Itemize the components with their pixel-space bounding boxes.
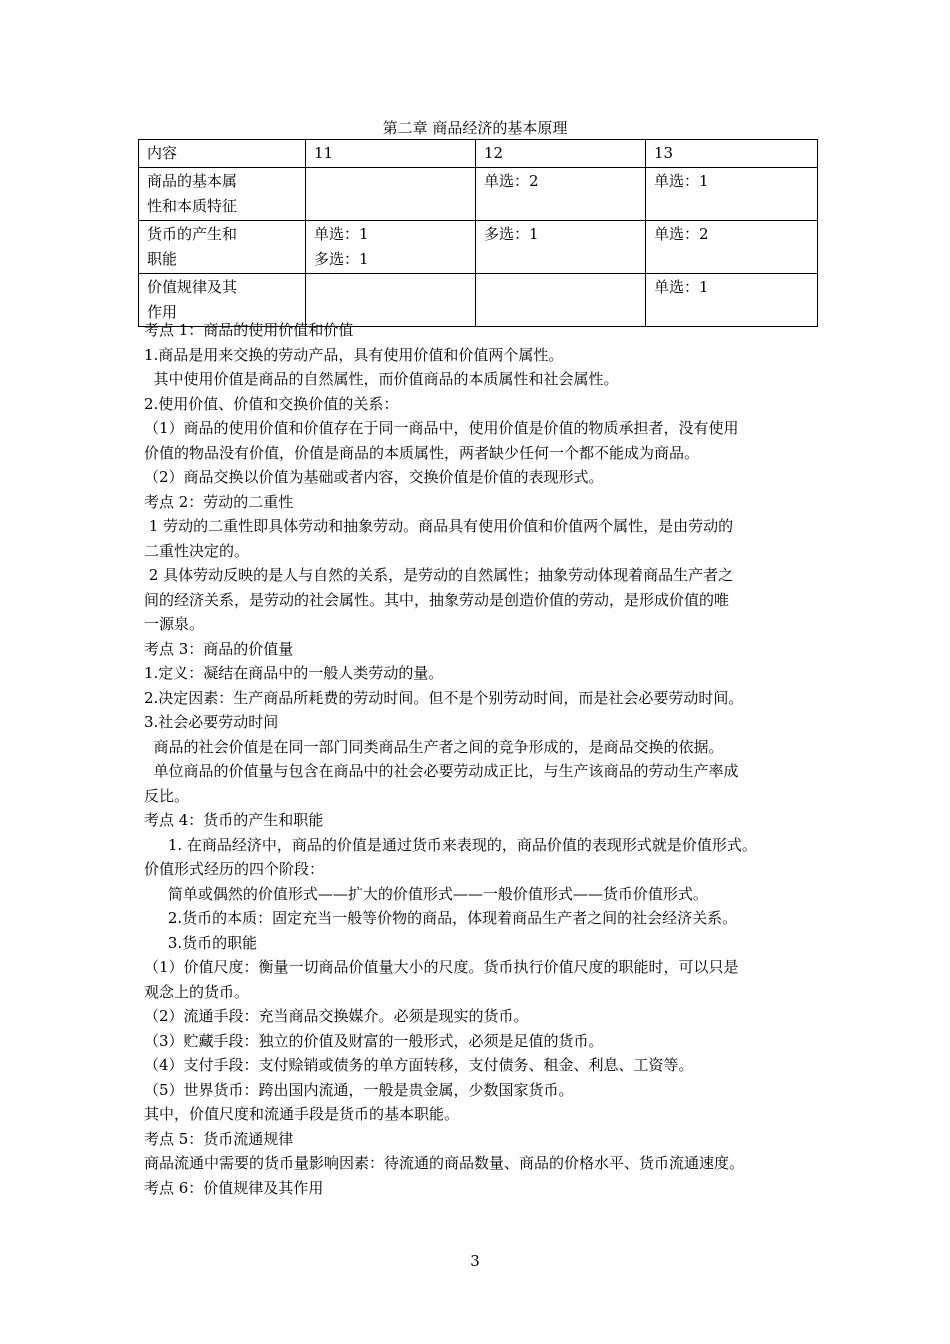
text-line: 观念上的货币。 [144,982,250,1001]
cell-line: 商品的基本属 [147,172,238,190]
table-row [139,168,818,221]
cell-line: 单选：1 [654,172,709,190]
cell-line: 作用 [147,303,178,321]
table-cell-content [139,168,306,221]
text-line: 价值形式经历的四个阶段： [144,860,325,878]
text-line: 间的经济关系，是劳动的社会属性。其中，抽象劳动是创造价值的劳动，是形成价值的唯 [144,590,730,609]
text-line: （2）流通手段：充当商品交换媒介。必须是现实的货币。 [144,1007,529,1025]
table-header-cell: 13 [646,140,818,168]
table-cell-13 [646,221,818,274]
table-cell-11 [306,168,476,221]
text-line: 商品流通中需要的货币量影响因素：待流通的商品数量、商品的价格水平、货币流通速度。 [144,1154,745,1172]
text-line: 考点 3：商品的价值量 [144,639,294,658]
text-line: 商品的社会价值是在同一部门同类商品生产者之间的竞争形成的，是商品交换的依据。 [144,737,724,756]
text-line: 考点 1：商品的使用价值和价值 [144,321,354,339]
cell-line: 职能 [147,250,178,268]
cell-line: 多选：1 [314,250,369,268]
text-line: 其中使用价值是商品的自然属性，而价值商品的本质属性和社会属性。 [144,370,619,388]
text-line: 二重性决定的。 [144,541,250,560]
text-line: 单位商品的价值量与包含在商品中的社会必要劳动成正比，与生产该商品的劳动生产率成 [144,762,739,780]
table-header-cell: 12 [476,140,646,168]
cell-line: 单选：1 [314,225,369,243]
text-line: 2.使用价值、价值和交换价值的关系： [144,394,399,413]
text-line: （3）贮藏手段：独立的价值及财富的一般形式，必须是足值的货币。 [144,1031,604,1050]
text-line: 价值的物品没有价值，价值是商品的本质属性，两者缺少任何一个都不能成为商品。 [144,443,700,462]
table-cell-12 [476,221,646,274]
text-line: （5）世界货币：跨出国内流通，一般是贵金属，少数国家货币。 [144,1080,574,1099]
text-line: （1）商品的使用价值和价值存在于同一商品中，使用价值是价值的物质承担者，没有使用 [144,419,739,437]
exam-points-table [138,139,818,327]
table-cell-12 [476,168,646,221]
text-line: （2）商品交换以价值为基础或者内容，交换价值是价值的表现形式。 [144,468,604,486]
table-cell-content [139,221,306,274]
text-line: 一源泉。 [144,615,205,633]
page-number: 3 [470,1252,480,1270]
table-cell-11 [306,221,476,274]
body-text [144,318,816,1200]
cell-line: 单选：2 [654,225,709,243]
table-row [139,221,818,274]
cell-line: 价值规律及其 [147,278,238,296]
cell-line: 性和本质特征 [147,197,238,215]
text-line: 考点 4：货币的产生和职能 [144,811,324,829]
cell-line: 单选：1 [654,278,709,296]
text-line: （4）支付手段：支付赊销或债务的单方面转移，支付债务、租金、利息、工资等。 [144,1056,694,1074]
text-line: （1）价值尺度：衡量一切商品价值量大小的尺度。货币执行价值尺度的职能时，可以只是 [144,958,739,976]
text-line: 2 具体劳动反映的是人与自然的关系，是劳动的自然属性；抽象劳动体现着商品生产者之 [144,566,734,584]
text-line: 3.社会必要劳动时间 [144,713,279,731]
text-line: 1 劳动的二重性即具体劳动和抽象劳动。商品具有使用价值和价值两个属性，是由劳动的 [144,517,734,535]
text-line: 1. 在商品经济中，商品的价值是通过货币来表现的，商品价值的表现形式就是价值形式。 [144,835,757,854]
text-line: 其中，价值尺度和流通手段是货币的基本职能。 [144,1105,460,1123]
text-line: 2.货币的本质：固定充当一般等价物的商品，体现着商品生产者之间的社会经济关系。 [144,909,738,927]
table-header-row [139,140,818,168]
text-line: 3.货币的职能 [144,933,258,952]
cell-line: 货币的产生和 [147,225,238,243]
cell-line: 多选：1 [484,225,539,243]
table-header-cell: 11 [306,140,476,168]
text-line: 反比。 [144,786,190,805]
table-header-cell: 内容 [139,140,306,168]
text-line: 1.定义：凝结在商品中的一般人类劳动的量。 [144,664,444,682]
text-line: 考点 6：价值规律及其作用 [144,1178,324,1197]
text-line: 考点 5：货币流通规律 [144,1129,294,1148]
text-line: 简单或偶然的价值形式——扩大的价值形式——一般价值形式——货币价值形式。 [144,884,708,903]
text-line: 考点 2：劳动的二重性 [144,492,294,511]
text-line: 1.商品是用来交换的劳动产品，具有使用价值和价值两个属性。 [144,345,564,364]
text-line: 2.决定因素：生产商品所耗费的劳动时间。但不是个别劳动时间，而是社会必要劳动时间。 [144,688,744,707]
chapter-title: 第二章 商品经济的基本原理 [382,119,568,137]
table-cell-13 [646,168,818,221]
cell-line: 单选：2 [484,172,539,190]
